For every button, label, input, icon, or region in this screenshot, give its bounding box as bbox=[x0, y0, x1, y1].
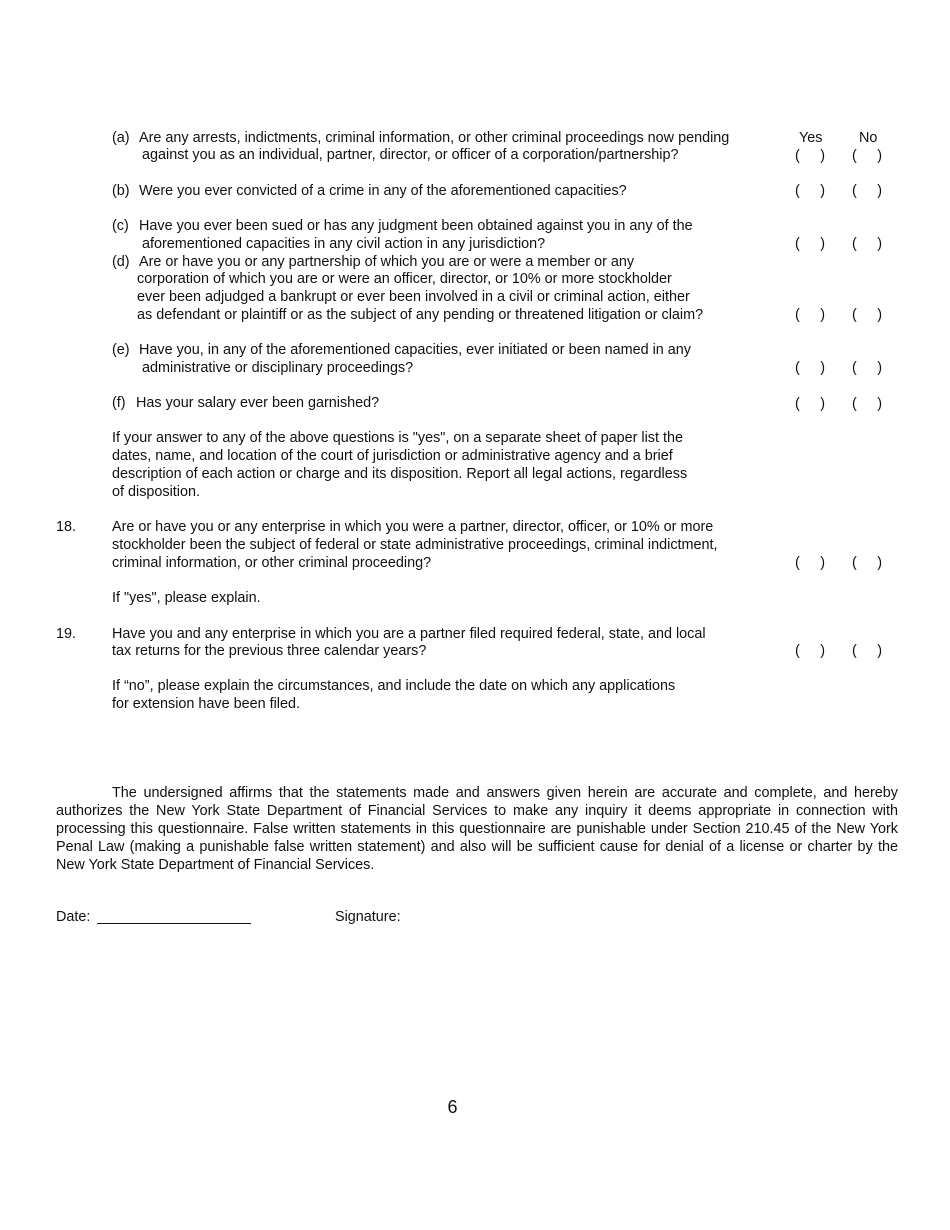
question-19-followup-line1: If “no”, please explain the circumstances, and include the date on which any applications bbox=[112, 678, 676, 694]
question-19-yes-checkbox[interactable]: ( ) bbox=[795, 643, 825, 659]
page-number: 6 bbox=[447, 1097, 458, 1117]
question-18-line2: stockholder been the subject of federal or state administrative proceedings, criminal indictment, bbox=[112, 537, 718, 553]
question-d-line1: Are or have you or any partnership of which you are or were a member or any bbox=[139, 254, 635, 270]
date-label: Date: bbox=[56, 909, 91, 925]
question-d-line4: as defendant or plaintiff or as the subject of any pending or threatened litigation or claim? bbox=[137, 307, 704, 323]
question-19-no-checkbox[interactable]: ( ) bbox=[852, 643, 882, 659]
question-18-line3: criminal information, or other criminal proceeding? bbox=[112, 555, 432, 571]
question-c-letter: (c) bbox=[112, 218, 129, 234]
question-c-no-checkbox[interactable]: ( ) bbox=[852, 236, 882, 252]
no-column-header: No bbox=[859, 130, 878, 146]
question-f-line1: Has your salary ever been garnished? bbox=[136, 395, 380, 411]
question-18-number: 18. bbox=[56, 519, 77, 535]
question-e-yes-checkbox[interactable]: ( ) bbox=[795, 360, 825, 376]
question-a-no-checkbox[interactable]: ( ) bbox=[852, 148, 882, 164]
question-d-letter: (d) bbox=[112, 254, 130, 270]
question-18-no-checkbox[interactable]: ( ) bbox=[852, 555, 882, 571]
question-e-letter: (e) bbox=[112, 342, 130, 358]
question-18-yes-checkbox[interactable]: ( ) bbox=[795, 555, 825, 571]
question-19-followup-line2: for extension have been filed. bbox=[112, 696, 301, 712]
affirmation-paragraph bbox=[56, 784, 898, 874]
question-d-yes-checkbox[interactable]: ( ) bbox=[795, 307, 825, 323]
question-a-line1: Are any arrests, indictments, criminal information, or other criminal proceedings now pending bbox=[139, 130, 730, 146]
question-19-line2: tax returns for the previous three calendar years? bbox=[112, 643, 427, 659]
legal-note-line4: of disposition. bbox=[112, 484, 200, 500]
question-18-line1: Are or have you or any enterprise in which you were a partner, director, officer, or 10% or more bbox=[112, 519, 714, 535]
yes-column-header: Yes bbox=[799, 130, 823, 146]
question-f-letter: (f) bbox=[112, 395, 126, 411]
legal-note-line3: description of each action or charge and its disposition. Report all legal actions, regardless bbox=[112, 466, 688, 482]
question-19-line1: Have you and any enterprise in which you are a partner filed required federal, state, and local bbox=[112, 626, 706, 642]
question-c-line2: aforementioned capacities in any civil action in any jurisdiction? bbox=[142, 236, 546, 252]
question-18-followup: If "yes", please explain. bbox=[112, 590, 261, 606]
legal-note-line1: If your answer to any of the above questions is "yes", on a separate sheet of paper list the bbox=[112, 430, 683, 446]
question-e-no-checkbox[interactable]: ( ) bbox=[852, 360, 882, 376]
question-19-number: 19. bbox=[56, 626, 77, 642]
question-f-no-checkbox[interactable]: ( ) bbox=[852, 396, 882, 412]
question-d-line2: corporation of which you are or were an officer, director, or 10% or more stockholder bbox=[137, 271, 672, 287]
affirmation-text: The undersigned affirms that the statements made and answers given herein are accurate and complete, and hereby authorizes the New York State Department of Financial Services to make any inquiry it deems appropriate in connection with processing this questionnaire. False written statements in this questionnaire are punishable under Section 210.45 of the New York Penal Law (making a punishable false written statement) and also will be sufficient cause for denial of a license or charter by the New York State Department of Financial Services. bbox=[56, 785, 898, 873]
question-c-yes-checkbox[interactable]: ( ) bbox=[795, 236, 825, 252]
question-b-no-checkbox[interactable]: ( ) bbox=[852, 183, 882, 199]
question-f-yes-checkbox[interactable]: ( ) bbox=[795, 396, 825, 412]
question-a-letter: (a) bbox=[112, 130, 130, 146]
question-a-line2: against you as an individual, partner, director, or officer of a corporation/partnership? bbox=[142, 147, 679, 163]
question-b-letter: (b) bbox=[112, 183, 130, 199]
question-a-yes-checkbox[interactable]: ( ) bbox=[795, 148, 825, 164]
question-e-line1: Have you, in any of the aforementioned capacities, ever initiated or been named in any bbox=[139, 342, 691, 358]
question-b-line1: Were you ever convicted of a crime in any of the aforementioned capacities? bbox=[139, 183, 627, 199]
date-field-line[interactable] bbox=[97, 923, 251, 924]
signature-label: Signature: bbox=[335, 909, 401, 925]
legal-note-line2: dates, name, and location of the court of jurisdiction or administrative agency and a brief bbox=[112, 448, 673, 464]
question-c-line1: Have you ever been sued or has any judgment been obtained against you in any of the bbox=[139, 218, 693, 234]
question-d-no-checkbox[interactable]: ( ) bbox=[852, 307, 882, 323]
question-d-line3: ever been adjudged a bankrupt or ever been involved in a civil or criminal action, either bbox=[137, 289, 690, 305]
question-b-yes-checkbox[interactable]: ( ) bbox=[795, 183, 825, 199]
question-e-line2: administrative or disciplinary proceedings? bbox=[142, 360, 414, 376]
